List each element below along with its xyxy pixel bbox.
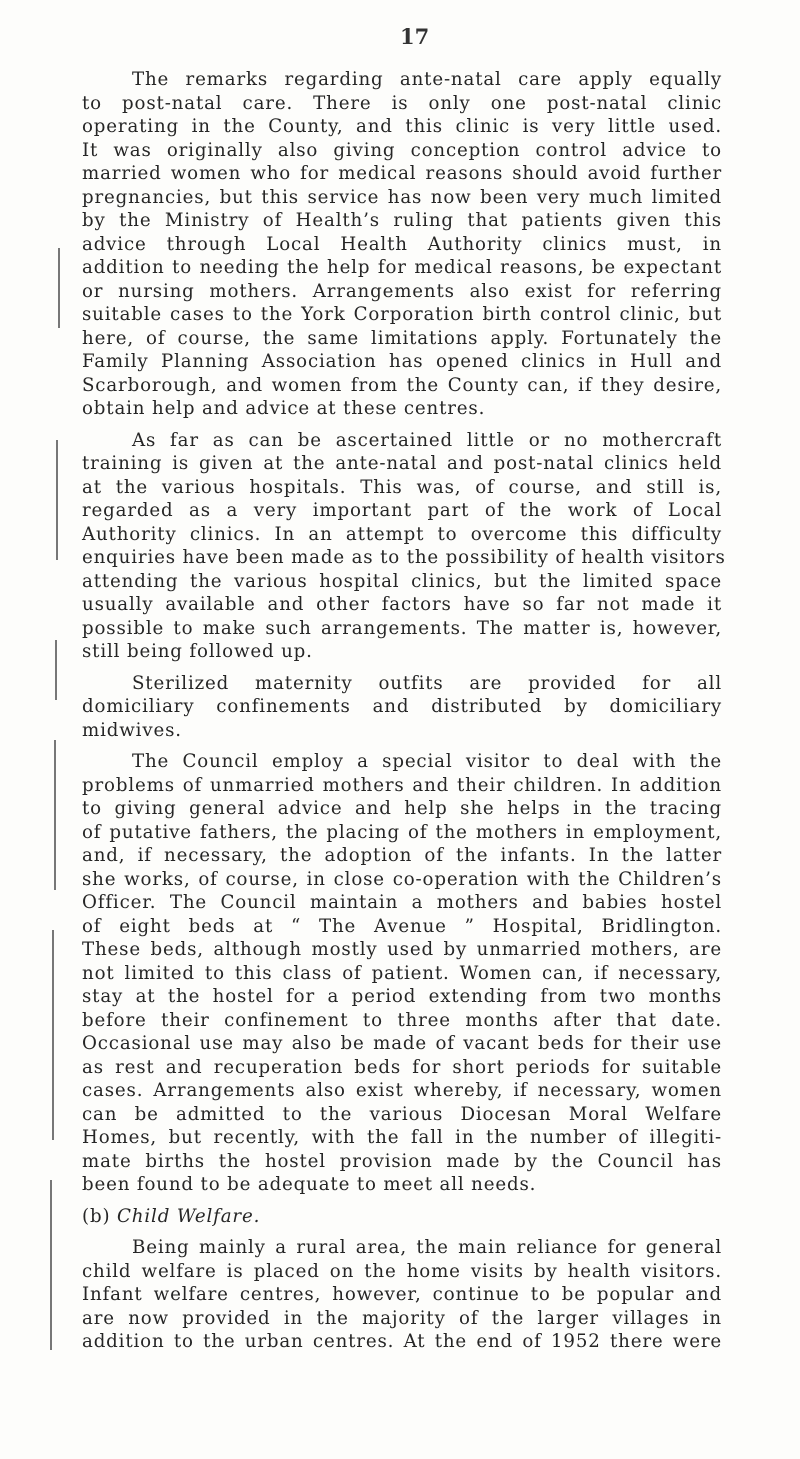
paragraph-maternity-outfits <box>82 672 722 743</box>
text-line: to giving general advice and help she helps in the tracing <box>82 798 722 819</box>
text-line: can be admitted to the various Diocesan Moral Welfare <box>82 1103 722 1125</box>
text-line: Sterilized maternity outfits are provided for all <box>132 672 722 694</box>
text-line: enquiries have been made as to the possibility of health visitors <box>82 547 726 568</box>
text-line: addition to needing the help for medical reasons, be expectant <box>82 257 722 278</box>
text-line: by the Ministry of Health’s ruling that patients given this <box>82 210 722 231</box>
body-text <box>82 68 726 1354</box>
text-line: Scarborough, and women from the County can, if they desire, <box>82 374 722 396</box>
paragraph-child-welfare <box>82 1236 722 1354</box>
text-line: and, if necessary, the adoption of the infants. In the latter <box>82 845 722 866</box>
text-line: problems of unmarried mothers and their children. In addition <box>82 774 722 796</box>
text-line: Family Planning Association has opened clinics in Hull and <box>82 351 722 372</box>
text-line: not limited to this class of patient. Women can, if necessary, <box>82 962 722 984</box>
paragraph-unmarried-mothers <box>82 750 722 1197</box>
text-line: Infant welfare centres, however, continue to be popular and <box>82 1284 722 1305</box>
margin-mark <box>56 440 58 560</box>
text-line: to post-natal care. There is only one post-natal clinic <box>82 92 722 114</box>
text-line: still being followed up. <box>82 641 313 662</box>
text-line: possible to make such arrangements. The matter is, however, <box>82 617 722 639</box>
section-title: Child Welfare. <box>117 1205 261 1227</box>
text-line: suitable cases to the York Corporation birth control clinic, but <box>82 304 722 325</box>
text-line: It was originally also giving conception control advice to <box>82 139 722 161</box>
text-line: been found to be adequate to meet all needs. <box>82 1174 537 1195</box>
margin-mark <box>54 740 56 890</box>
text-line: attending the various hospital clinics, but the limited space <box>82 570 722 592</box>
text-line: at the various hospitals. This was, of course, and still is, <box>82 476 722 498</box>
text-line: advice through Local Health Authority clinics must, in <box>82 233 722 255</box>
text-line: Authority clinics. In an attempt to overcome this difficulty <box>82 523 722 545</box>
text-line: As far as can be ascertained little or no mothercraft <box>132 429 722 451</box>
text-line: Homes, but recently, with the fall in the number of illegiti- <box>82 1127 722 1148</box>
text-line: domiciliary confinements and distributed by domiciliary <box>82 696 722 717</box>
text-line: are now provided in the majority of the larger villages in <box>82 1307 722 1329</box>
text-line: of putative fathers, the placing of the mothers in employment, <box>82 821 722 843</box>
text-line: addition to the urban centres. At the end of 1952 there were <box>82 1331 722 1352</box>
paragraph-mothercraft <box>82 429 726 664</box>
text-line: married women who for medical reasons should avoid further <box>82 163 722 184</box>
text-line: pregnancies, but this service has now been very much limited <box>82 186 722 208</box>
text-line: usually available and other factors have so far not made it <box>82 594 722 615</box>
text-line: The Council employ a special visitor to deal with the <box>132 751 722 772</box>
text-line: operating in the County, and this clinic is very little used. <box>82 116 722 137</box>
text-line: regarded as a very important part of the work of Local <box>82 500 722 521</box>
section-label: (b) <box>82 1205 111 1227</box>
paragraph-postnatal <box>82 68 722 421</box>
margin-mark <box>58 248 60 328</box>
text-line: or nursing mothers. Arrangements also exist for referring <box>82 280 722 302</box>
text-line: as rest and recuperation beds for short periods for suitable <box>82 1056 722 1078</box>
section-heading-child-welfare <box>82 1205 722 1229</box>
text-line: obtain help and advice at these centres. <box>82 398 486 419</box>
text-line: training is given at the ante-natal and post-natal clinics held <box>82 453 722 474</box>
text-line: mate births the hostel provision made by the Council has <box>82 1150 722 1172</box>
text-line: midwives. <box>82 719 182 741</box>
text-line: cases. Arrangements also exist whereby, if necessary, women <box>82 1080 722 1101</box>
text-line: here, of course, the same limitations apply. Fortunately the <box>82 327 722 349</box>
text-line: Occasional use may also be made of vacant beds for their use <box>82 1033 722 1054</box>
text-line: The remarks regarding ante-natal care apply equally <box>132 69 722 90</box>
margin-mark <box>50 1180 52 1350</box>
margin-mark <box>55 640 57 700</box>
text-line: These beds, although mostly used by unmarried mothers, are <box>82 939 722 960</box>
text-line: she works, of course, in close co-operation with the Children’s <box>82 868 722 890</box>
text-line: stay at the hostel for a period extending from two months <box>82 986 722 1007</box>
margin-mark <box>52 930 54 1140</box>
text-line: child welfare is placed on the home visits by health visitors. <box>82 1260 722 1282</box>
text-line: Being mainly a rural area, the main reliance for general <box>132 1237 722 1258</box>
text-line: Officer. The Council maintain a mothers and babies hostel <box>82 892 722 913</box>
text-line: of eight beds at “ The Avenue ” Hospital, Bridlington. <box>82 915 722 937</box>
left-margin-marks <box>0 0 60 1459</box>
text-line: before their confinement to three months after that date. <box>82 1009 722 1031</box>
page-number: 17 <box>400 24 430 49</box>
